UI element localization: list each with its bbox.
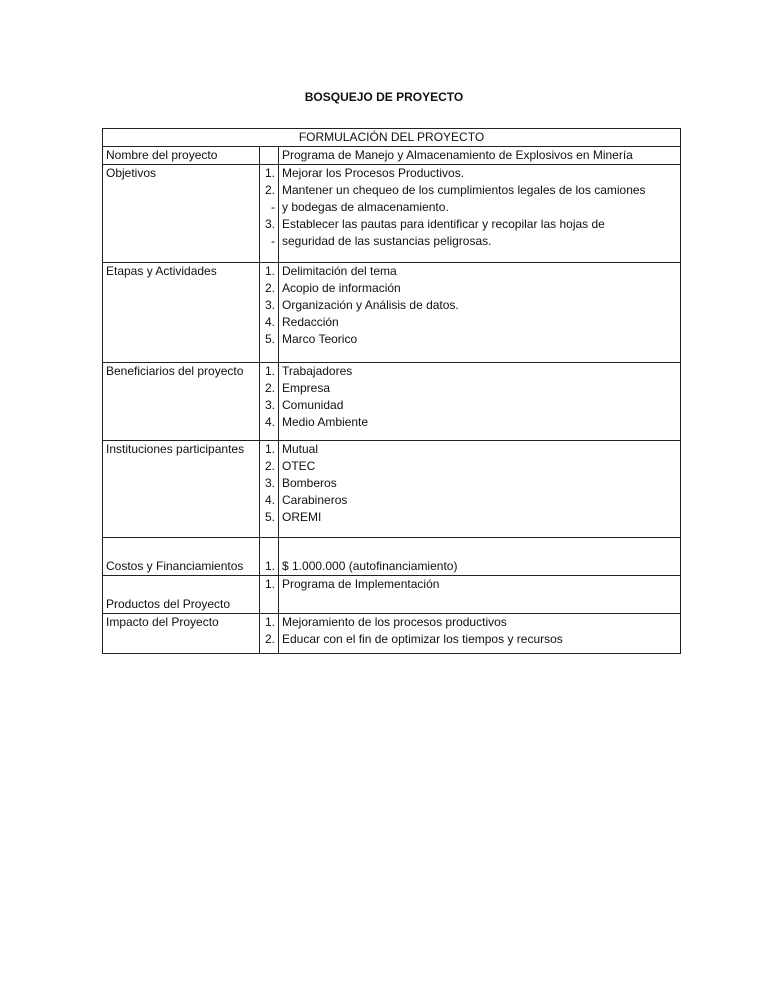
list-item: Mutual: [282, 442, 319, 456]
row-items-instituciones: [279, 441, 681, 538]
row-etapas: [103, 263, 681, 363]
row-costos: [103, 538, 681, 576]
list-item: Marco Teorico: [282, 332, 358, 346]
list-marker: 4.: [264, 315, 275, 329]
row-value-costos: $ 1.000.000 (autofinanciamiento): [279, 538, 681, 576]
row-instituciones: [103, 441, 681, 538]
list-item: OTEC: [282, 459, 316, 473]
list-marker: 1.: [264, 364, 275, 378]
list-item: Bomberos: [282, 476, 337, 490]
row-nombre: [103, 147, 681, 165]
row-productos: [103, 576, 681, 614]
row-label-impacto: Impacto del Proyecto: [103, 614, 260, 654]
marker-column: [260, 363, 279, 441]
list-marker: 5.: [264, 510, 275, 524]
marker-column: [260, 147, 279, 165]
list-marker: 1.: [264, 264, 275, 278]
row-beneficiarios: [103, 363, 681, 441]
list-marker: 3.: [264, 398, 275, 412]
list-item: Mejoramiento de los procesos productivos: [282, 615, 507, 629]
list-marker: 1.: [264, 442, 275, 456]
list-marker: 5.: [264, 332, 275, 346]
row-label-beneficiarios: Beneficiarios del proyecto: [103, 363, 260, 441]
list-marker: 3.: [264, 217, 275, 231]
list-item: Delimitación del tema: [282, 264, 397, 278]
table-header-row: [103, 129, 681, 147]
list-item: Medio Ambiente: [282, 415, 369, 429]
marker-column: [260, 441, 279, 538]
row-items-beneficiarios: [279, 363, 681, 441]
list-item: Mantener un chequeo de los cumplimientos legales de los camiones: [282, 183, 646, 197]
table-header: FORMULACIÓN DEL PROYECTO: [103, 129, 681, 147]
list-marker: 2.: [264, 183, 275, 197]
list-marker: -: [271, 234, 275, 248]
row-impacto: [103, 614, 681, 654]
row-label-etapas: Etapas y Actividades: [103, 263, 260, 363]
list-marker: 3.: [264, 298, 275, 312]
list-item: Establecer las pautas para identificar y recopilar las hojas de: [282, 217, 605, 231]
list-item: seguridad de las sustancias peligrosas.: [282, 234, 492, 248]
list-marker: 2.: [264, 459, 275, 473]
row-label-productos: Productos del Proyecto: [103, 576, 260, 614]
list-item: Organización y Análisis de datos.: [282, 298, 459, 312]
list-item: Redacción: [282, 315, 339, 329]
row-value-productos: Programa de Implementación: [279, 576, 681, 614]
list-item: Educar con el fin de optimizar los tiempos y recursos: [282, 632, 563, 646]
marker-column: [260, 165, 279, 263]
list-marker: -: [271, 200, 275, 214]
list-marker: 3.: [264, 476, 275, 490]
list-item: Empresa: [282, 381, 331, 395]
marker-column: [260, 614, 279, 654]
row-items-impacto: [279, 614, 681, 654]
list-marker: 2.: [264, 381, 275, 395]
marker-column: [260, 263, 279, 363]
row-value-nombre: Programa de Manejo y Almacenamiento de Explosivos en Minería: [279, 147, 681, 165]
row-items-objetivos: [279, 165, 681, 263]
row-items-etapas: [279, 263, 681, 363]
project-formulation-table: [102, 128, 681, 654]
list-item: Acopio de información: [282, 281, 401, 295]
list-item: Comunidad: [282, 398, 344, 412]
list-marker: 1.: [264, 166, 275, 180]
list-item: Trabajadores: [282, 364, 353, 378]
row-objetivos: [103, 165, 681, 263]
list-item: OREMI: [282, 510, 322, 524]
list-marker: 4.: [264, 493, 275, 507]
list-marker: 1.: [264, 615, 275, 629]
row-label-objetivos: Objetivos: [103, 165, 260, 263]
list-item: y bodegas de almacenamiento.: [282, 200, 449, 214]
list-item: Mejorar los Procesos Productivos.: [282, 166, 465, 180]
document-title: BOSQUEJO DE PROYECTO: [304, 90, 464, 104]
list-marker: 1.: [260, 538, 279, 576]
row-label-instituciones: Instituciones participantes: [103, 441, 260, 538]
row-label-nombre: Nombre del proyecto: [103, 147, 260, 165]
list-item: Carabineros: [282, 493, 348, 507]
list-marker: 2.: [264, 281, 275, 295]
list-marker: 4.: [264, 415, 275, 429]
list-marker: 2.: [264, 632, 275, 646]
list-marker: 1.: [260, 576, 279, 614]
row-label-costos: Costos y Financiamientos: [103, 538, 260, 576]
